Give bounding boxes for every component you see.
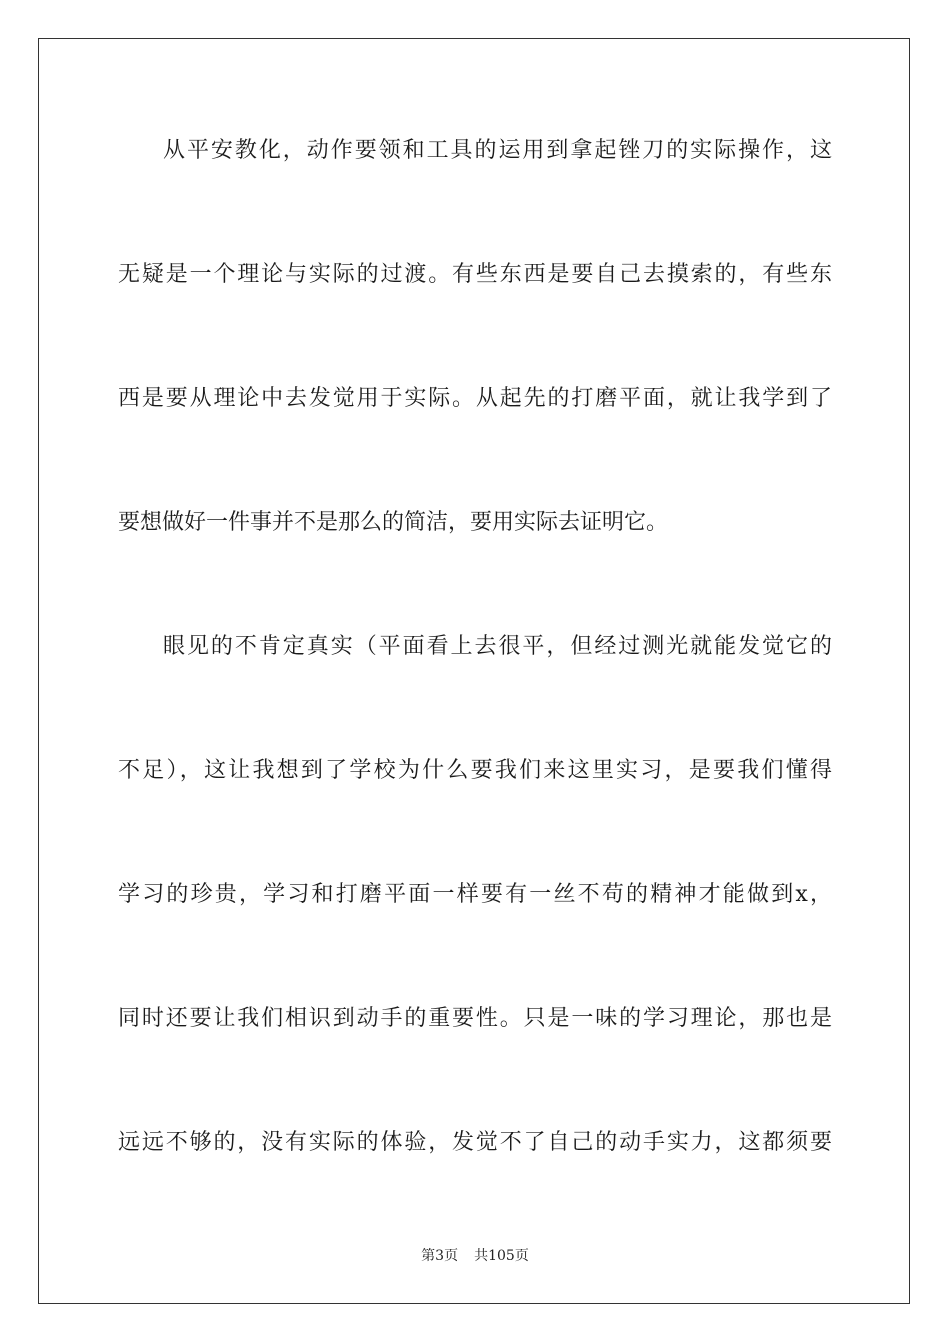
page-footer bbox=[0, 1246, 950, 1266]
page-total: 共105页 bbox=[474, 1248, 529, 1264]
page-number: 第3页 bbox=[421, 1248, 459, 1264]
paragraph-line-7: 学习的珍贵，学习和打磨平面一样要有一丝不苟的精神才能做到x， bbox=[118, 882, 832, 907]
paragraph-line-8: 同时还要让我们相识到动手的重要性。只是一味的学习理论，那也是 bbox=[118, 1006, 832, 1031]
paragraph-line-9: 远远不够的，没有实际的体验，发觉不了自己的动手实力，这都须要 bbox=[118, 1130, 832, 1155]
paragraph-line-5: 眼见的不肯定真实（平面看上去很平，但经过测光就能发觉它的 bbox=[163, 634, 832, 659]
paragraph-line-1: 从平安教化，动作要领和工具的运用到拿起锉刀的实际操作，这 bbox=[163, 138, 832, 163]
paragraph-line-4: 要想做好一件事并不是那么的简洁，要用实际去证明它。 bbox=[118, 510, 669, 535]
paragraph-line-6: 不足），这让我想到了学校为什么要我们来这里实习，是要我们懂得 bbox=[118, 758, 832, 783]
paragraph-line-3: 西是要从理论中去发觉用于实际。从起先的打磨平面，就让我学到了 bbox=[118, 386, 832, 411]
paragraph-line-2: 无疑是一个理论与实际的过渡。有些东西是要自己去摸索的，有些东 bbox=[118, 262, 832, 287]
page-border bbox=[38, 38, 910, 1304]
